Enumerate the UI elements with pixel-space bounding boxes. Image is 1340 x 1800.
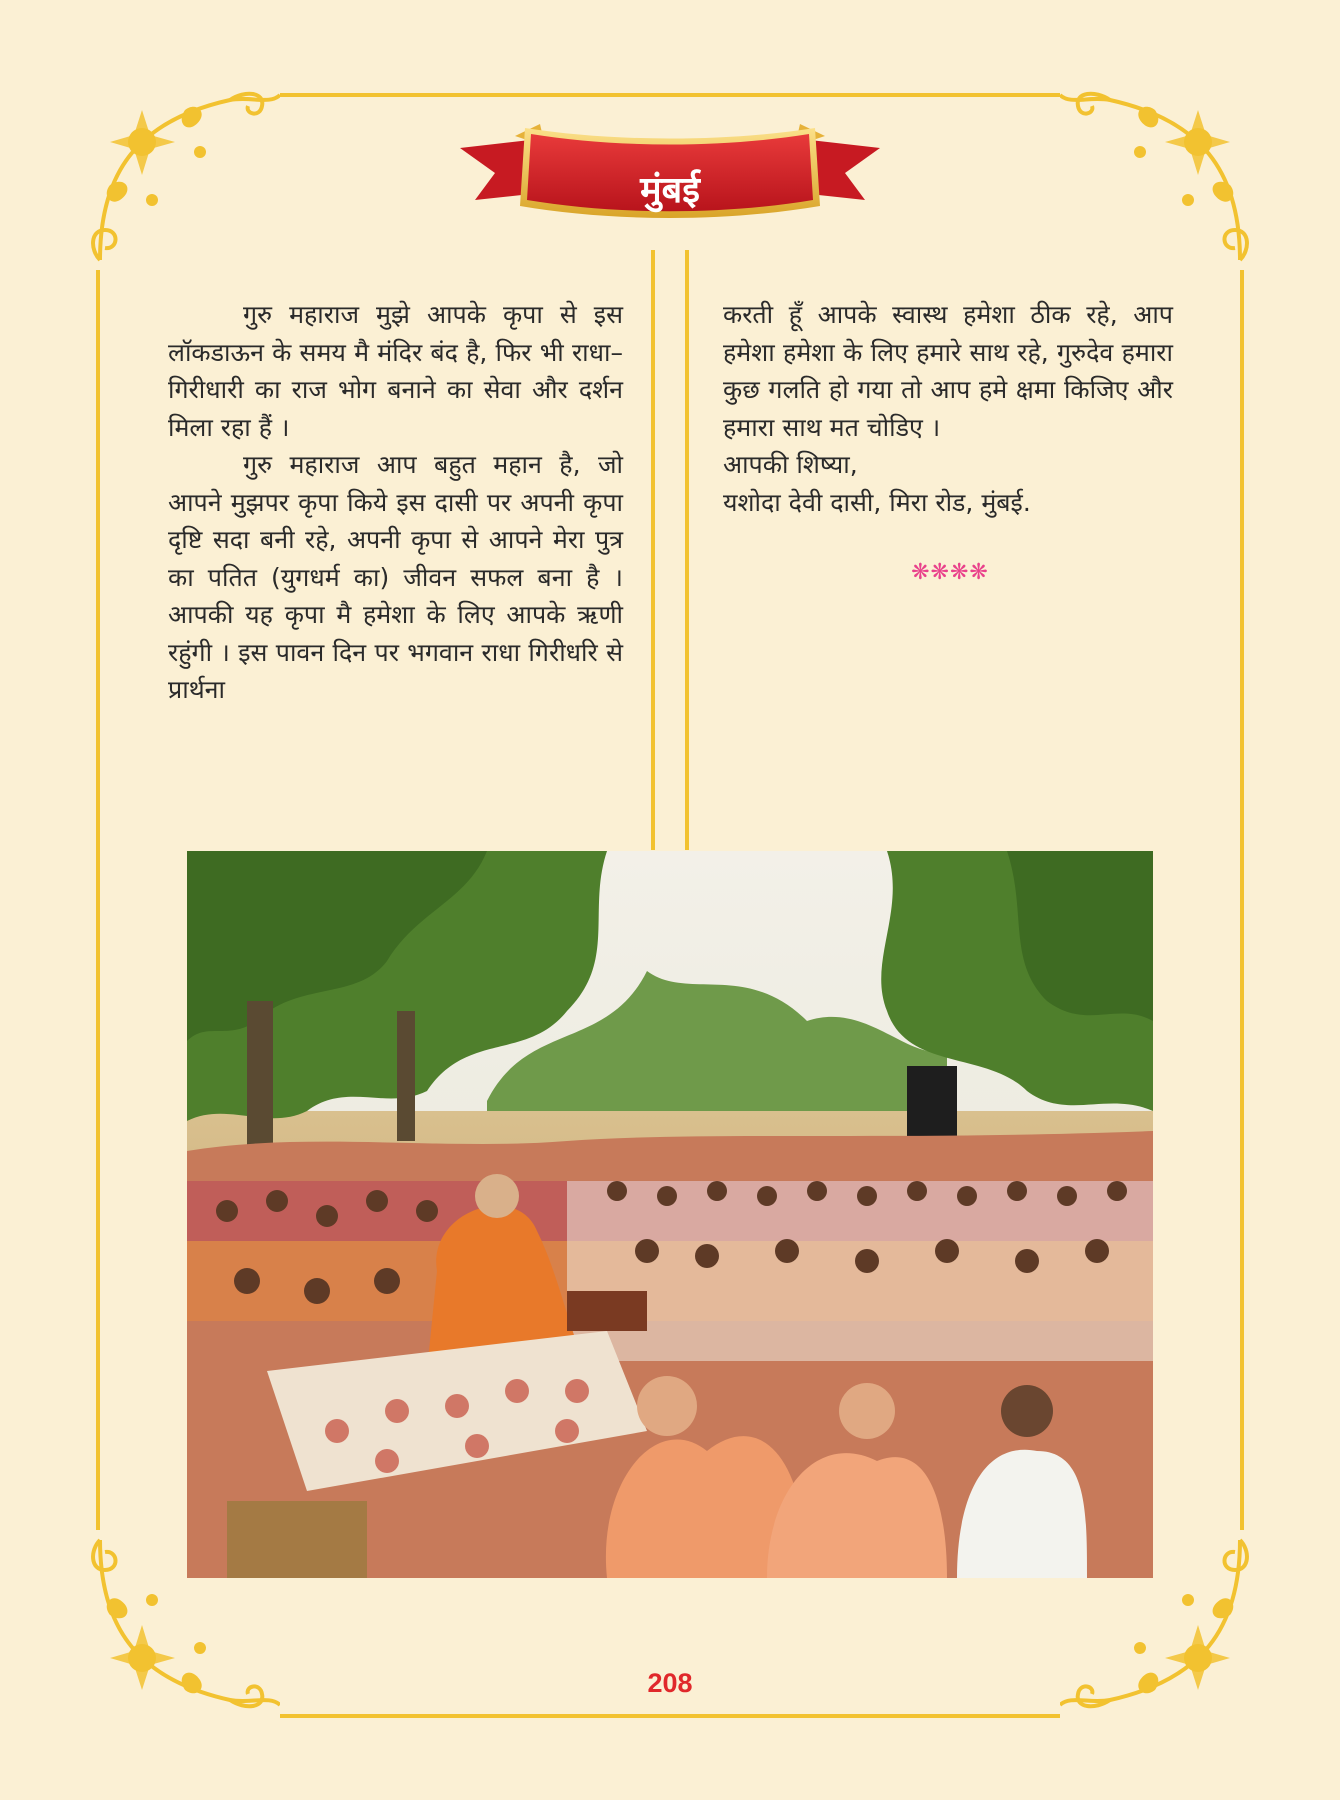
signature-name: यशोदा देवी दासी, मिरा रोड, मुंबई.: [723, 487, 1031, 517]
column-divider-line: [685, 250, 689, 850]
paragraph: करती हूँ आपके स्वास्थ हमेशा ठीक रहे, आप हमेशा हमेशा के लिए हमारे साथ रहे, गुरुदेव हमारा कुछ गलति हो गया तो आप हमे क्षमा किजिए और हमारा साथ मत चोडिए ।: [723, 300, 1173, 442]
kirtan-gathering-photo: [187, 851, 1153, 1578]
signature-line: आपकी शिष्या,: [723, 450, 858, 479]
page-title: मुंबई: [640, 170, 700, 211]
border-top-line: [280, 93, 1060, 97]
separator-stars: ❋❋❋❋: [911, 560, 989, 585]
border-right-line: [1240, 270, 1244, 1530]
page-number: 208: [647, 1668, 693, 1698]
left-text-column: [168, 296, 623, 709]
border-left-line: [96, 270, 100, 1530]
column-divider-line: [651, 250, 655, 850]
photo-illustration: [187, 851, 1153, 1578]
right-text-column: [723, 296, 1173, 521]
ornament-corner-icon: [80, 80, 280, 280]
ornament-corner-icon: [1060, 80, 1260, 280]
border-bottom-line: [280, 1714, 1060, 1718]
paragraph: गुरु महाराज मुझे आपके कृपा से इस लॉकडाऊन के समय मै मंदिर बंद है, फिर भी राधा–गिरीधारी का राज भोग बनाने का सेवा और दर्शन मिला रहा हैं ।: [168, 300, 623, 442]
paragraph: गुरु महाराज आप बहुत महान है, जो आपने मुझपर कृपा किये इस दासी पर अपनी कृपा दृष्टि सदा बनी रहे, अपनी कृपा से आपने मेरा पुत्र का पतित (युगधर्म का) जीवन सफल बना है । आपकी यह कृपा मै हमेशा के लिए आपके ऋणी रहुंगी । इस पावन दिन पर भगवान राधा गिरीधरि से प्रार्थना: [168, 450, 623, 704]
